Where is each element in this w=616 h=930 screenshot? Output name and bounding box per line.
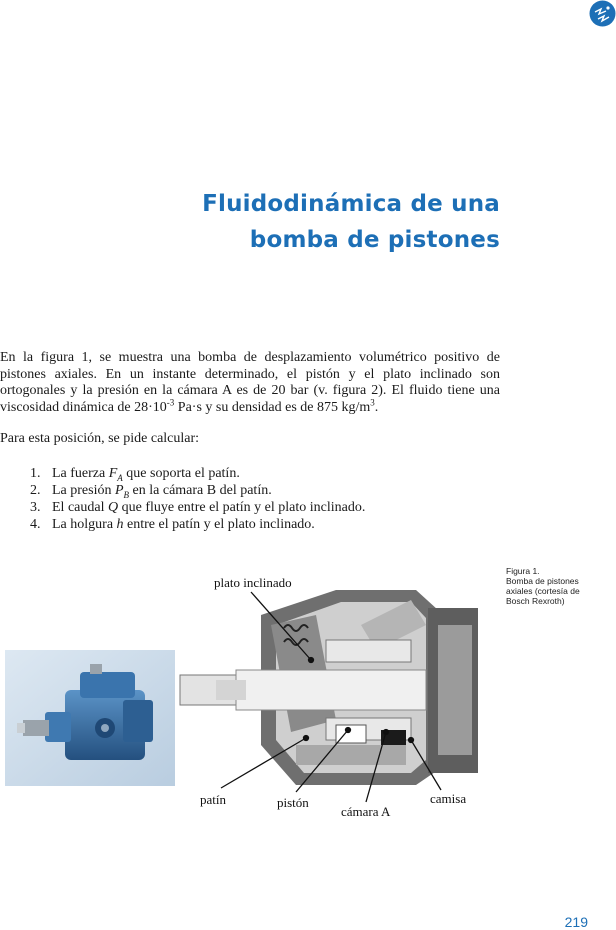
intro-exponent-2: 3 <box>370 396 375 407</box>
item-text: El caudal <box>52 500 108 515</box>
item-variable: h <box>116 517 124 532</box>
title-line-1: Fluidodinámica de una <box>202 191 500 217</box>
label-patin: patín <box>200 792 226 807</box>
list-item <box>30 482 365 499</box>
intro-text-1: En la figura 1, se muestra una bomba de desplazamiento volumétrico positivo de pistones axiales. En un instante determinado, el pistón y el plato inclinado son ortogonales y la presión en la cámara A es de 20 bar (v. figura 2). El fluido tiene una viscosidad dinámica de 28·10 <box>0 350 500 415</box>
item-text: que fluye entre el patín y el plato inclinado. <box>118 500 366 515</box>
item-number: 2. <box>30 483 41 498</box>
task-list <box>30 465 365 533</box>
pump-cross-section-diagram <box>176 570 494 816</box>
item-text: La presión <box>52 483 115 498</box>
caption-line: Bosch Rexroth) <box>506 596 565 606</box>
label-camisa: camisa <box>430 791 467 806</box>
figure-caption <box>506 566 606 606</box>
caption-line: Figura 1. <box>506 566 540 576</box>
list-item <box>30 499 365 516</box>
page-title <box>202 186 500 258</box>
list-item <box>30 516 365 533</box>
page-number: 219 <box>564 914 588 930</box>
item-text: La holgura <box>52 517 117 532</box>
item-text: que soporta el patín. <box>122 466 240 481</box>
label-plato-inclinado: plato inclinado <box>214 575 292 590</box>
intro-exponent-1: -3 <box>166 396 175 407</box>
item-number: 3. <box>30 500 41 515</box>
label-camara-a: cámara A <box>341 804 391 819</box>
item-number: 4. <box>30 517 41 532</box>
caption-line: axiales (cortesía de <box>506 586 580 596</box>
intro-text-2: Pa·s y su densidad es de 875 kg/m <box>174 399 371 415</box>
list-item <box>30 465 365 482</box>
caption-line: Bomba de pistones <box>506 576 579 586</box>
item-variable: Q <box>107 500 119 515</box>
intro-paragraph <box>0 350 500 416</box>
item-subscript: A <box>117 472 123 483</box>
item-variable: P <box>114 483 124 498</box>
pump-photo <box>5 650 175 786</box>
publisher-logo-icon <box>589 0 616 27</box>
item-text: entre el patín y el plato inclinado. <box>123 517 315 532</box>
title-line-2: bomba de pistones <box>249 227 500 253</box>
intro-text-3: . <box>374 399 379 415</box>
item-text: La fuerza <box>52 466 109 481</box>
item-subscript: B <box>123 489 130 500</box>
item-number: 1. <box>30 466 41 481</box>
question-prompt: Para esta posición, se pide calcular: <box>0 431 200 446</box>
label-piston: pistón <box>277 795 309 810</box>
item-variable: F <box>108 466 118 481</box>
item-text: en la cámara B del patín. <box>129 483 272 498</box>
